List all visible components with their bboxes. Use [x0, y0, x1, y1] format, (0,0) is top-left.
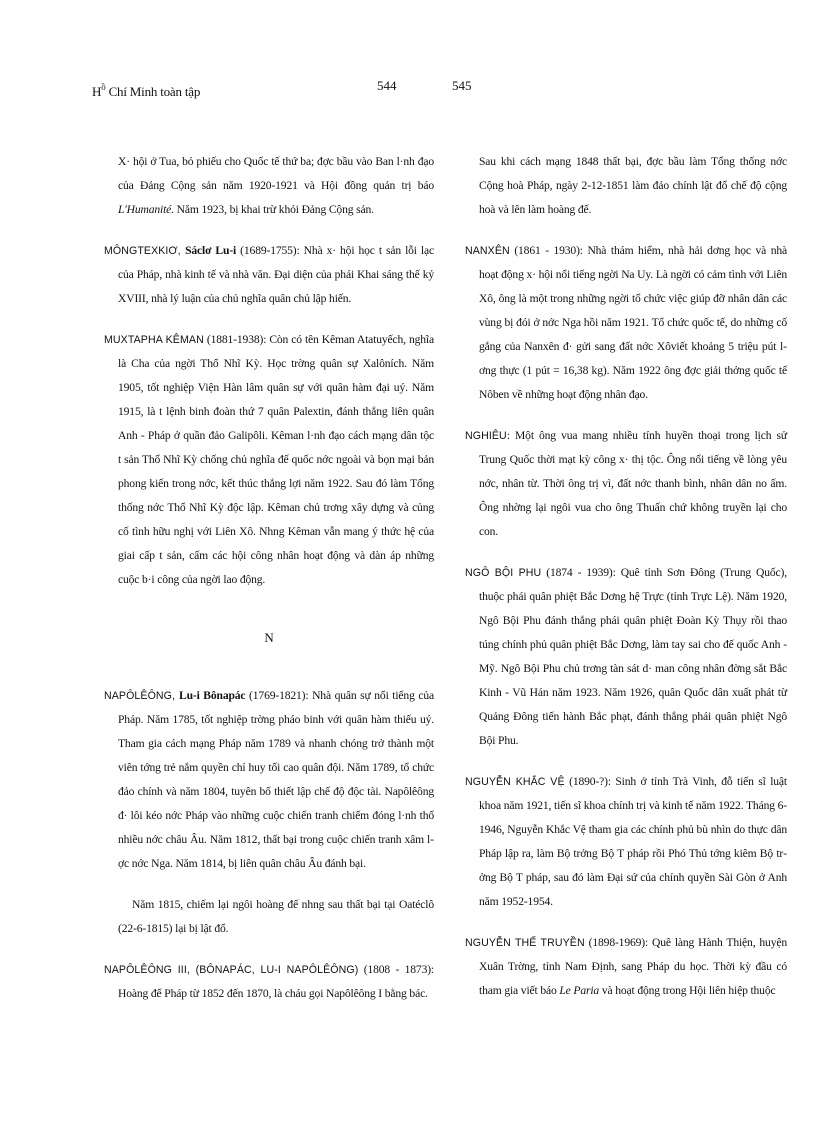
right-column	[465, 150, 787, 1020]
entry-nguyen-the-truyen: NGUYỄN THẾ TRUYỀN (1898-1969): Quê làng Hành Thiện, huyện Xuân Trờng, tỉnh Nam Định, sang Pháp du học. Thời kỳ đầu có tham gia viết báo Le Paria và hoạt động trong Hội liên hiệp thuộc	[465, 936, 787, 997]
book-title: $H^ồ$ Chí Minh toàn tập	[92, 82, 201, 99]
entry-nanxen: NANXÊN (1861 - 1930): Nhà thám hiểm, nhà hải dơng học và nhà hoạt động x· hội nổi tiếng ngời Na Uy. Là ngời có cảm tình với Liên Xô, ông là một trong những ngời tổ chức việc giúp đỡ nhân dân các vùng bị đói ở nớc Nga hồi năm 1921. Tổ chức quốc tế, do những cố gắng của Nanxên đ· gửi sang đất nớc Xôviết khoảng 5 triệu pút lơng thực (1 pút = 16,38 kg). Năm 1922 ông đợc giải thởng quốc tế Nôben về những hoạt động nhân đạo.	[465, 244, 787, 401]
entry-napoleong-iii: NAPÔLÊÔNG III, (BÔNAPÁC, LU-I NAPÔLÊÔNG) (1808 - 1873): Hoàng đế Pháp từ 1852 đến 1870, là cháu gọi Napôlêông I bằng bác.	[104, 963, 435, 1000]
page-number-left: 544	[377, 78, 397, 93]
continuation-paragraph: Sau khi cách mạng 1848 thất bại, đợc bầu làm Tổng thống nớc Cộng hoà Pháp, ngày 2-12-1851 làm đảo chính lật đổ chế độ cộng hoà và lên làm hoàng đế.	[479, 155, 787, 216]
entry-napoleong: NAPÔLÊÔNG, Lu-i Bônapác (1769-1821): Nhà quân sự nổi tiếng của Pháp. Năm 1785, tốt nghiệp trờng pháo binh với quân hàm thiếu uý. Tham gia cách mạng Pháp năm 1789 và nhanh chóng trở thành một viên tớng trẻ nắm quyền chỉ huy tối cao quân đội. Năm 1789, tổ chức đảo chính và năm 1804, tuyên bố thiết lập chế độ độc tài. Napôlêông đ· lôi kéo nớc Pháp vào những cuộc chiến tranh chiếm đóng l·nh thổ nhiều nớc châu Âu. Năm 1812, thất bại trong cuộc chiến tranh xâm lợc nớc Nga. Năm 1814, bị liên quân châu Âu đánh bại.	[104, 689, 434, 870]
page-header	[0, 74, 816, 104]
entry-muxtapha-keman: MUXTAPHA KÊMAN (1881-1938): Còn có tên Kêman Atatuyếch, nghĩa là Cha của ngời Thổ Nhĩ Kỳ. Học trờng quân sự Xalôních. Năm 1905, tốt nghiệp Viện Hàn lâm quân sự với quân hàm đại uý. Năm 1915, là t lệnh binh đoàn thứ 7 quân Palextin, đánh thắng liên quân Anh - Pháp ở quần đảo Galipôli. Kêman l·nh đạo cách mạng dân tộc t sản Thổ Nhĩ Kỳ chống chủ nghĩa đế quốc nớc ngoài và bọn mại bản phong kiến trong nớc, kết thúc thắng lợi năm 1922. Sau đó làm Tổng thống nớc Thổ Nhĩ Kỳ độc lập. Kêman chủ trơng xây dựng và củng cố tình hữu nghị với Liên Xô. Nhng Kêman vẫn mang ý thức hệ của giai cấp t sản, cấm các hội công nhân hoạt động và dàn áp những cuộc b·i công của ngời lao động.	[104, 333, 434, 586]
entry-ngo-boi-phu: NGÔ BỘI PHU (1874 - 1939): Quê tỉnh Sơn Đông (Trung Quốc), thuộc phái quân phiệt Bắc Dơng hệ Trực (tỉnh Trực Lệ). Năm 1920, Ngô Bội Phu đánh thắng phái quân phiệt Đoàn Kỳ Thụy rồi thao túng chính phủ quân phiệt Bắc Dơng, làm tay sai cho đế quốc Anh - Mỹ. Ngô Bội Phu chủ trơng tàn sát d· man công nhân đờng sắt Bắc Kinh - Vũ Hán năm 1923. Năm 1926, quân Quốc dân xuất phát từ Quảng Đông tiến hành Bắc phạt, đánh thắng phái quân phiệt Ngô Bội Phu.	[465, 566, 787, 747]
entry-nghieu: NGHIÊU: Một ông vua mang nhiều tính huyền thoại trong lịch sử Trung Quốc thời mạt kỳ công x· thị tộc. Ông nổi tiếng về lòng yêu nớc, nhân từ. Thời ông trị vì, đất nớc thanh bình, nhân dân no ấm. Ông nhờng lại ngôi vua cho ông Thuấn chứ không truyền lại cho con.	[465, 429, 787, 538]
entry-nguyen-khac-ve: NGUYỄN KHẮC VỆ (1890-?): Sinh ở tỉnh Trà Vinh, đỗ tiến sĩ luật khoa năm 1921, tiến sĩ khoa chính trị và kinh tế năm 1922. Tháng 6-1946, Nguyễn Khắc Vệ tham gia các chính phủ bù nhìn do thực dân Pháp lập ra, làm Bộ trởng Bộ T pháp rồi Phó Thủ tớng kiêm Bộ trởng Bộ T pháp, sau đó làm Đại sứ của chính quyền Sài Gòn ở Anh năm 1952-1954.	[465, 775, 787, 908]
page-number-right: 545	[452, 78, 472, 93]
continuation-paragraph: X· hội ở Tua, bỏ phiếu cho Quốc tế thứ ba; đợc bầu vào Ban l·nh đạo của Đảng Cộng sản năm 1920-1921 và Hội đồng quản trị báo L'Humanité. Năm 1923, bị khai trừ khỏi Đảng Cộng sản.	[118, 155, 434, 216]
left-column	[104, 150, 434, 1023]
entry-mongtexkio: MÔNGTEXKIƠ, Sáclơ Lu-i (1689-1755): Nhà x· hội học t sản lỗi lạc của Pháp, nhà kinh tế và nhà văn. Đại diện của phái Khai sáng thế kỷ XVIII, nhà lý luận của chủ nghĩa quân chủ lập hiến.	[104, 244, 434, 305]
section-letter: N	[264, 630, 274, 645]
paragraph: Năm 1815, chiếm lại ngôi hoàng đế nhng sau thất bại tại Oatéclô (22-6-1815) lại bị lật đổ.	[118, 898, 434, 935]
